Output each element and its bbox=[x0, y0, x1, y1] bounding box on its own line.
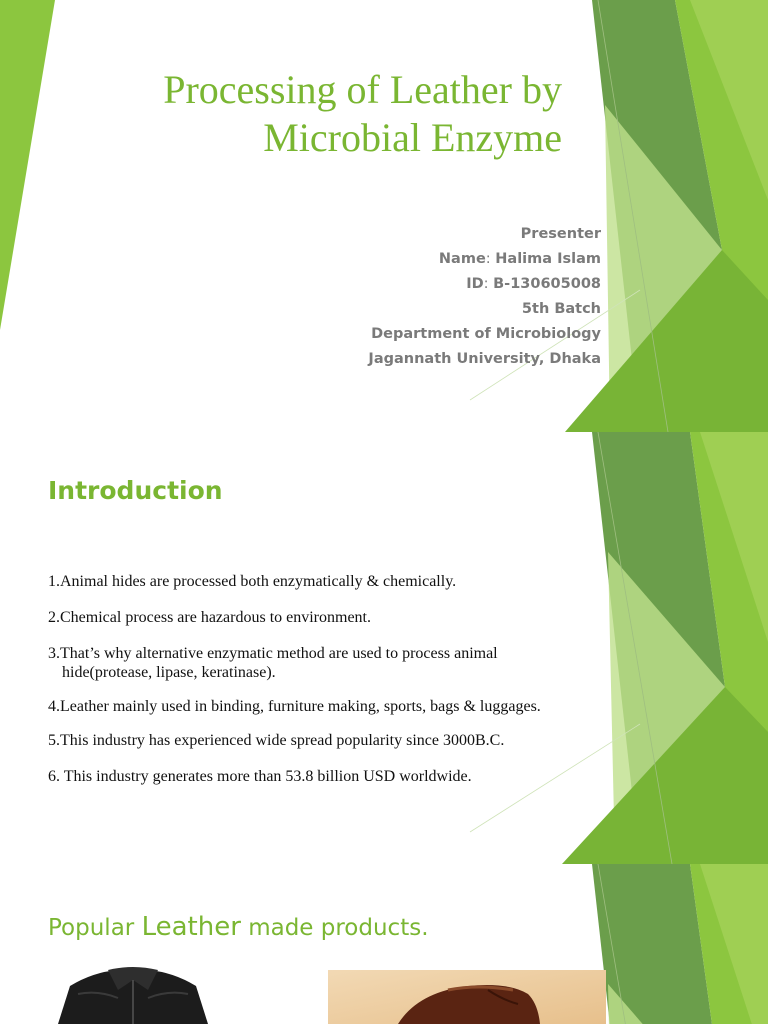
heading-part-3: made products. bbox=[240, 915, 429, 941]
leather-shoe-image bbox=[328, 970, 606, 1024]
presenter-department: Department of Microbiology bbox=[371, 326, 601, 342]
slide-introduction bbox=[0, 432, 768, 864]
id-value: B-130605008 bbox=[493, 276, 601, 292]
title-line-1: Processing of Leather by bbox=[163, 67, 562, 112]
list-item: 6. This industry generates more than 53.8 billion USD worldwide. bbox=[48, 768, 472, 785]
presenter-batch: 5th Batch bbox=[521, 301, 601, 317]
list-item: 1.Animal hides are processed both enzymatically & chemically. bbox=[48, 573, 457, 590]
slide-title bbox=[0, 0, 768, 432]
presenter-id: ID: B-130605008 bbox=[466, 276, 601, 292]
title-line-2: Microbial Enzyme bbox=[263, 115, 562, 160]
id-label: ID bbox=[466, 276, 484, 292]
heading-part-1: Popular bbox=[48, 915, 142, 941]
slide-title-text bbox=[42, 66, 562, 162]
presenter-university: Jagannath University, Dhaka bbox=[368, 351, 601, 367]
list-item: 3.That’s why alternative enzymatic method are used to process animal hide(protease, lipase, keratinase). bbox=[48, 645, 498, 681]
introduction-heading: Introduction bbox=[48, 476, 223, 505]
name-value: Halima Islam bbox=[495, 251, 601, 267]
heading-part-2: Leather bbox=[141, 912, 241, 942]
presenter-name: Name: Halima Islam bbox=[438, 251, 601, 267]
presenter-heading: Presenter bbox=[520, 226, 601, 242]
name-label: Name bbox=[438, 251, 486, 267]
slide-popular-products bbox=[0, 864, 768, 1024]
list-item: 4.Leather mainly used in binding, furniture making, sports, bags & luggages. bbox=[48, 698, 541, 715]
presenter-block bbox=[368, 222, 601, 372]
list-item: 5.This industry has experienced wide spread popularity since 3000B.C. bbox=[48, 732, 505, 749]
list-item: 2.Chemical process are hazardous to environment. bbox=[48, 609, 371, 626]
introduction-list bbox=[48, 572, 568, 803]
popular-products-heading bbox=[48, 912, 429, 942]
leather-jacket-image bbox=[48, 964, 218, 1024]
